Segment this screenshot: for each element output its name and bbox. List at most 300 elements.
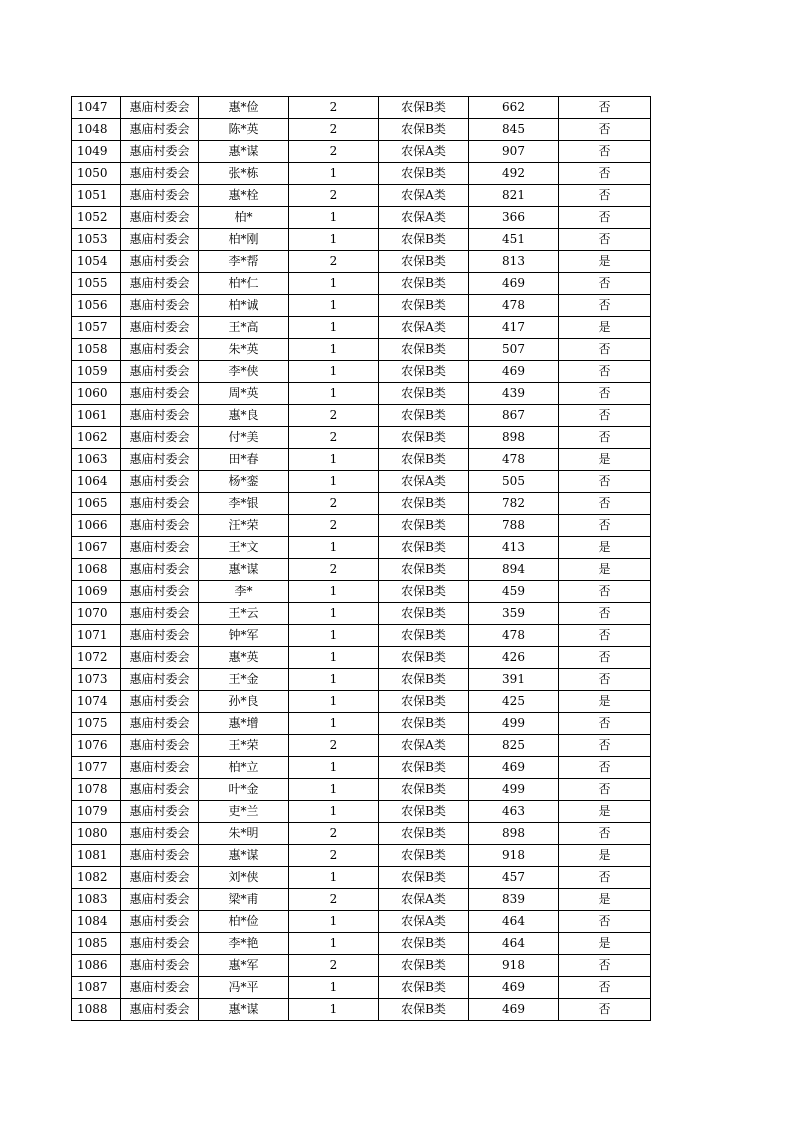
village-cell: 惠庙村委会 (121, 933, 199, 955)
amount-cell: 426 (469, 647, 559, 669)
insurance-type-cell: 农保B类 (379, 691, 469, 713)
table-row (72, 515, 651, 537)
amount-cell: 469 (469, 999, 559, 1021)
name-cell: 惠*谋 (199, 141, 289, 163)
village-cell: 惠庙村委会 (121, 977, 199, 999)
name-cell: 惠*谋 (199, 999, 289, 1021)
row-id-cell: 1054 (72, 251, 121, 273)
insurance-type-cell: 农保A类 (379, 471, 469, 493)
table-row (72, 603, 651, 625)
table-row (72, 449, 651, 471)
table-row (72, 647, 651, 669)
village-cell: 惠庙村委会 (121, 537, 199, 559)
row-id-cell: 1087 (72, 977, 121, 999)
amount-cell: 469 (469, 757, 559, 779)
row-id-cell: 1058 (72, 339, 121, 361)
row-id-cell: 1086 (72, 955, 121, 977)
flag-cell: 否 (559, 273, 651, 295)
name-cell: 李* (199, 581, 289, 603)
amount-cell: 469 (469, 977, 559, 999)
flag-cell: 否 (559, 119, 651, 141)
table-row (72, 405, 651, 427)
amount-cell: 464 (469, 911, 559, 933)
amount-cell: 782 (469, 493, 559, 515)
insurance-type-cell: 农保B类 (379, 867, 469, 889)
row-id-cell: 1088 (72, 999, 121, 1021)
flag-cell: 否 (559, 383, 651, 405)
count-cell: 2 (289, 845, 379, 867)
name-cell: 李*银 (199, 493, 289, 515)
row-id-cell: 1082 (72, 867, 121, 889)
insurance-type-cell: 农保B类 (379, 427, 469, 449)
row-id-cell: 1079 (72, 801, 121, 823)
flag-cell: 否 (559, 955, 651, 977)
village-cell: 惠庙村委会 (121, 581, 199, 603)
row-id-cell: 1059 (72, 361, 121, 383)
flag-cell: 否 (559, 185, 651, 207)
table-row (72, 163, 651, 185)
count-cell: 2 (289, 141, 379, 163)
count-cell: 2 (289, 493, 379, 515)
insurance-type-cell: 农保B类 (379, 713, 469, 735)
insurance-type-cell: 农保B类 (379, 383, 469, 405)
count-cell: 2 (289, 405, 379, 427)
table-row (72, 97, 651, 119)
amount-cell: 417 (469, 317, 559, 339)
table-row (72, 911, 651, 933)
name-cell: 汪*荣 (199, 515, 289, 537)
flag-cell: 否 (559, 647, 651, 669)
insurance-type-cell: 农保B类 (379, 581, 469, 603)
flag-cell: 否 (559, 427, 651, 449)
row-id-cell: 1074 (72, 691, 121, 713)
table-row (72, 471, 651, 493)
flag-cell: 否 (559, 207, 651, 229)
amount-cell: 788 (469, 515, 559, 537)
village-cell: 惠庙村委会 (121, 163, 199, 185)
table-row (72, 977, 651, 999)
village-cell: 惠庙村委会 (121, 889, 199, 911)
count-cell: 2 (289, 185, 379, 207)
count-cell: 1 (289, 361, 379, 383)
name-cell: 孙*良 (199, 691, 289, 713)
row-id-cell: 1076 (72, 735, 121, 757)
amount-cell: 478 (469, 295, 559, 317)
count-cell: 1 (289, 317, 379, 339)
village-cell: 惠庙村委会 (121, 713, 199, 735)
insurance-type-cell: 农保B类 (379, 295, 469, 317)
count-cell: 1 (289, 691, 379, 713)
count-cell: 2 (289, 119, 379, 141)
village-cell: 惠庙村委会 (121, 449, 199, 471)
insurance-type-cell: 农保A类 (379, 141, 469, 163)
name-cell: 李*艳 (199, 933, 289, 955)
village-cell: 惠庙村委会 (121, 735, 199, 757)
count-cell: 1 (289, 647, 379, 669)
name-cell: 王*金 (199, 669, 289, 691)
flag-cell: 否 (559, 911, 651, 933)
name-cell: 杨*銮 (199, 471, 289, 493)
table-row (72, 581, 651, 603)
flag-cell: 是 (559, 251, 651, 273)
table-row (72, 823, 651, 845)
row-id-cell: 1051 (72, 185, 121, 207)
name-cell: 柏*立 (199, 757, 289, 779)
count-cell: 1 (289, 757, 379, 779)
count-cell: 1 (289, 779, 379, 801)
village-cell: 惠庙村委会 (121, 999, 199, 1021)
insurance-type-cell: 农保B类 (379, 339, 469, 361)
village-cell: 惠庙村委会 (121, 647, 199, 669)
insurance-type-cell: 农保B类 (379, 449, 469, 471)
insurance-type-cell: 农保B类 (379, 559, 469, 581)
row-id-cell: 1070 (72, 603, 121, 625)
insurance-type-cell: 农保B类 (379, 933, 469, 955)
name-cell: 李*帮 (199, 251, 289, 273)
table-row (72, 141, 651, 163)
name-cell: 朱*明 (199, 823, 289, 845)
insurance-type-cell: 农保A类 (379, 735, 469, 757)
name-cell: 惠*军 (199, 955, 289, 977)
flag-cell: 否 (559, 471, 651, 493)
flag-cell: 是 (559, 449, 651, 471)
village-cell: 惠庙村委会 (121, 185, 199, 207)
insurance-type-cell: 农保B类 (379, 405, 469, 427)
amount-cell: 898 (469, 427, 559, 449)
amount-cell: 821 (469, 185, 559, 207)
village-cell: 惠庙村委会 (121, 361, 199, 383)
insurance-type-cell: 农保B类 (379, 845, 469, 867)
row-id-cell: 1053 (72, 229, 121, 251)
flag-cell: 否 (559, 229, 651, 251)
row-id-cell: 1061 (72, 405, 121, 427)
village-cell: 惠庙村委会 (121, 405, 199, 427)
village-cell: 惠庙村委会 (121, 339, 199, 361)
count-cell: 1 (289, 977, 379, 999)
name-cell: 梁*甫 (199, 889, 289, 911)
village-cell: 惠庙村委会 (121, 845, 199, 867)
name-cell: 柏*仁 (199, 273, 289, 295)
amount-cell: 359 (469, 603, 559, 625)
count-cell: 1 (289, 449, 379, 471)
village-cell: 惠庙村委会 (121, 273, 199, 295)
name-cell: 王*高 (199, 317, 289, 339)
name-cell: 惠*栓 (199, 185, 289, 207)
name-cell: 王*云 (199, 603, 289, 625)
village-cell: 惠庙村委会 (121, 471, 199, 493)
count-cell: 2 (289, 735, 379, 757)
row-id-cell: 1049 (72, 141, 121, 163)
village-cell: 惠庙村委会 (121, 141, 199, 163)
insurance-type-cell: 农保B类 (379, 823, 469, 845)
insurance-type-cell: 农保B类 (379, 757, 469, 779)
flag-cell: 否 (559, 977, 651, 999)
flag-cell: 否 (559, 757, 651, 779)
count-cell: 2 (289, 955, 379, 977)
insurance-type-cell: 农保B类 (379, 163, 469, 185)
name-cell: 惠*谋 (199, 559, 289, 581)
village-cell: 惠庙村委会 (121, 251, 199, 273)
count-cell: 2 (289, 559, 379, 581)
row-id-cell: 1050 (72, 163, 121, 185)
table-row (72, 273, 651, 295)
insurance-type-cell: 农保B类 (379, 119, 469, 141)
table-row (72, 361, 651, 383)
flag-cell: 否 (559, 867, 651, 889)
amount-cell: 813 (469, 251, 559, 273)
amount-cell: 825 (469, 735, 559, 757)
table-row (72, 383, 651, 405)
row-id-cell: 1066 (72, 515, 121, 537)
name-cell: 李*侠 (199, 361, 289, 383)
amount-cell: 662 (469, 97, 559, 119)
table-row (72, 867, 651, 889)
table-row (72, 317, 651, 339)
table-row (72, 229, 651, 251)
table-row (72, 845, 651, 867)
amount-cell: 469 (469, 361, 559, 383)
amount-cell: 894 (469, 559, 559, 581)
row-id-cell: 1072 (72, 647, 121, 669)
flag-cell: 是 (559, 559, 651, 581)
amount-cell: 505 (469, 471, 559, 493)
table-row (72, 207, 651, 229)
village-cell: 惠庙村委会 (121, 97, 199, 119)
amount-cell: 464 (469, 933, 559, 955)
flag-cell: 否 (559, 603, 651, 625)
insurance-type-cell: 农保B类 (379, 493, 469, 515)
count-cell: 1 (289, 163, 379, 185)
count-cell: 1 (289, 801, 379, 823)
name-cell: 惠*英 (199, 647, 289, 669)
count-cell: 1 (289, 295, 379, 317)
flag-cell: 是 (559, 537, 651, 559)
count-cell: 1 (289, 933, 379, 955)
count-cell: 1 (289, 867, 379, 889)
amount-cell: 413 (469, 537, 559, 559)
count-cell: 1 (289, 383, 379, 405)
amount-cell: 457 (469, 867, 559, 889)
flag-cell: 否 (559, 515, 651, 537)
row-id-cell: 1055 (72, 273, 121, 295)
name-cell: 陈*英 (199, 119, 289, 141)
amount-cell: 839 (469, 889, 559, 911)
insurance-type-cell: 农保B类 (379, 361, 469, 383)
name-cell: 张*栋 (199, 163, 289, 185)
row-id-cell: 1069 (72, 581, 121, 603)
count-cell: 1 (289, 669, 379, 691)
flag-cell: 否 (559, 361, 651, 383)
insurance-type-cell: 农保A类 (379, 911, 469, 933)
count-cell: 1 (289, 471, 379, 493)
table-row (72, 669, 651, 691)
count-cell: 2 (289, 515, 379, 537)
count-cell: 1 (289, 273, 379, 295)
amount-cell: 907 (469, 141, 559, 163)
name-cell: 柏*刚 (199, 229, 289, 251)
insurance-type-cell: 农保B类 (379, 97, 469, 119)
insurance-type-cell: 农保B类 (379, 229, 469, 251)
table-row (72, 185, 651, 207)
row-id-cell: 1063 (72, 449, 121, 471)
row-id-cell: 1075 (72, 713, 121, 735)
table-row (72, 295, 651, 317)
row-id-cell: 1048 (72, 119, 121, 141)
name-cell: 王*荣 (199, 735, 289, 757)
table-row (72, 713, 651, 735)
table-row (72, 625, 651, 647)
village-cell: 惠庙村委会 (121, 911, 199, 933)
amount-cell: 425 (469, 691, 559, 713)
row-id-cell: 1078 (72, 779, 121, 801)
flag-cell: 否 (559, 625, 651, 647)
flag-cell: 否 (559, 669, 651, 691)
count-cell: 1 (289, 999, 379, 1021)
table-row (72, 757, 651, 779)
village-cell: 惠庙村委会 (121, 603, 199, 625)
village-cell: 惠庙村委会 (121, 823, 199, 845)
flag-cell: 是 (559, 933, 651, 955)
name-cell: 朱*英 (199, 339, 289, 361)
table-row (72, 889, 651, 911)
flag-cell: 否 (559, 581, 651, 603)
insurance-type-cell: 农保B类 (379, 801, 469, 823)
row-id-cell: 1068 (72, 559, 121, 581)
count-cell: 1 (289, 207, 379, 229)
name-cell: 叶*金 (199, 779, 289, 801)
insurance-type-cell: 农保A类 (379, 317, 469, 339)
row-id-cell: 1067 (72, 537, 121, 559)
table-row (72, 427, 651, 449)
flag-cell: 否 (559, 493, 651, 515)
village-cell: 惠庙村委会 (121, 207, 199, 229)
village-cell: 惠庙村委会 (121, 757, 199, 779)
name-cell: 惠*良 (199, 405, 289, 427)
name-cell: 冯*平 (199, 977, 289, 999)
village-cell: 惠庙村委会 (121, 559, 199, 581)
table-body (72, 97, 651, 1021)
name-cell: 柏*诚 (199, 295, 289, 317)
row-id-cell: 1052 (72, 207, 121, 229)
flag-cell: 否 (559, 339, 651, 361)
insurance-type-cell: 农保B类 (379, 977, 469, 999)
row-id-cell: 1085 (72, 933, 121, 955)
amount-cell: 898 (469, 823, 559, 845)
flag-cell: 否 (559, 779, 651, 801)
document-sheet (71, 96, 651, 1021)
name-cell: 惠*增 (199, 713, 289, 735)
flag-cell: 否 (559, 295, 651, 317)
village-cell: 惠庙村委会 (121, 625, 199, 647)
insurance-type-cell: 农保B类 (379, 273, 469, 295)
village-cell: 惠庙村委会 (121, 295, 199, 317)
amount-cell: 845 (469, 119, 559, 141)
table-row (72, 779, 651, 801)
village-cell: 惠庙村委会 (121, 955, 199, 977)
insurance-type-cell: 农保B类 (379, 251, 469, 273)
insurance-type-cell: 农保B类 (379, 537, 469, 559)
count-cell: 2 (289, 889, 379, 911)
count-cell: 2 (289, 823, 379, 845)
name-cell: 柏*俭 (199, 911, 289, 933)
row-id-cell: 1083 (72, 889, 121, 911)
amount-cell: 391 (469, 669, 559, 691)
table-row (72, 251, 651, 273)
count-cell: 1 (289, 581, 379, 603)
flag-cell: 是 (559, 801, 651, 823)
name-cell: 周*英 (199, 383, 289, 405)
amount-cell: 478 (469, 449, 559, 471)
count-cell: 1 (289, 713, 379, 735)
row-id-cell: 1071 (72, 625, 121, 647)
table-row (72, 955, 651, 977)
count-cell: 2 (289, 251, 379, 273)
village-cell: 惠庙村委会 (121, 229, 199, 251)
flag-cell: 是 (559, 889, 651, 911)
table-row (72, 691, 651, 713)
name-cell: 惠*俭 (199, 97, 289, 119)
insurance-type-cell: 农保B类 (379, 999, 469, 1021)
flag-cell: 否 (559, 735, 651, 757)
village-cell: 惠庙村委会 (121, 779, 199, 801)
village-cell: 惠庙村委会 (121, 867, 199, 889)
table-row (72, 735, 651, 757)
amount-cell: 499 (469, 713, 559, 735)
flag-cell: 否 (559, 405, 651, 427)
name-cell: 刘*侠 (199, 867, 289, 889)
insurance-type-cell: 农保A类 (379, 185, 469, 207)
flag-cell: 否 (559, 141, 651, 163)
amount-cell: 366 (469, 207, 559, 229)
amount-cell: 918 (469, 955, 559, 977)
row-id-cell: 1064 (72, 471, 121, 493)
row-id-cell: 1081 (72, 845, 121, 867)
village-cell: 惠庙村委会 (121, 119, 199, 141)
row-id-cell: 1056 (72, 295, 121, 317)
name-cell: 王*文 (199, 537, 289, 559)
name-cell: 惠*谋 (199, 845, 289, 867)
count-cell: 1 (289, 229, 379, 251)
insurance-type-cell: 农保A类 (379, 889, 469, 911)
flag-cell: 否 (559, 999, 651, 1021)
village-cell: 惠庙村委会 (121, 691, 199, 713)
amount-cell: 507 (469, 339, 559, 361)
name-cell: 付*美 (199, 427, 289, 449)
village-cell: 惠庙村委会 (121, 801, 199, 823)
table-row (72, 119, 651, 141)
amount-cell: 439 (469, 383, 559, 405)
count-cell: 1 (289, 339, 379, 361)
insurance-type-cell: 农保B类 (379, 515, 469, 537)
amount-cell: 463 (469, 801, 559, 823)
row-id-cell: 1057 (72, 317, 121, 339)
count-cell: 1 (289, 603, 379, 625)
village-cell: 惠庙村委会 (121, 515, 199, 537)
amount-cell: 469 (469, 273, 559, 295)
insurance-type-cell: 农保B类 (379, 779, 469, 801)
amount-cell: 492 (469, 163, 559, 185)
count-cell: 2 (289, 97, 379, 119)
row-id-cell: 1073 (72, 669, 121, 691)
insurance-type-cell: 农保B类 (379, 955, 469, 977)
name-cell: 吏*兰 (199, 801, 289, 823)
row-id-cell: 1084 (72, 911, 121, 933)
flag-cell: 是 (559, 317, 651, 339)
table-row (72, 339, 651, 361)
flag-cell: 否 (559, 163, 651, 185)
village-cell: 惠庙村委会 (121, 317, 199, 339)
insurance-type-cell: 农保B类 (379, 625, 469, 647)
